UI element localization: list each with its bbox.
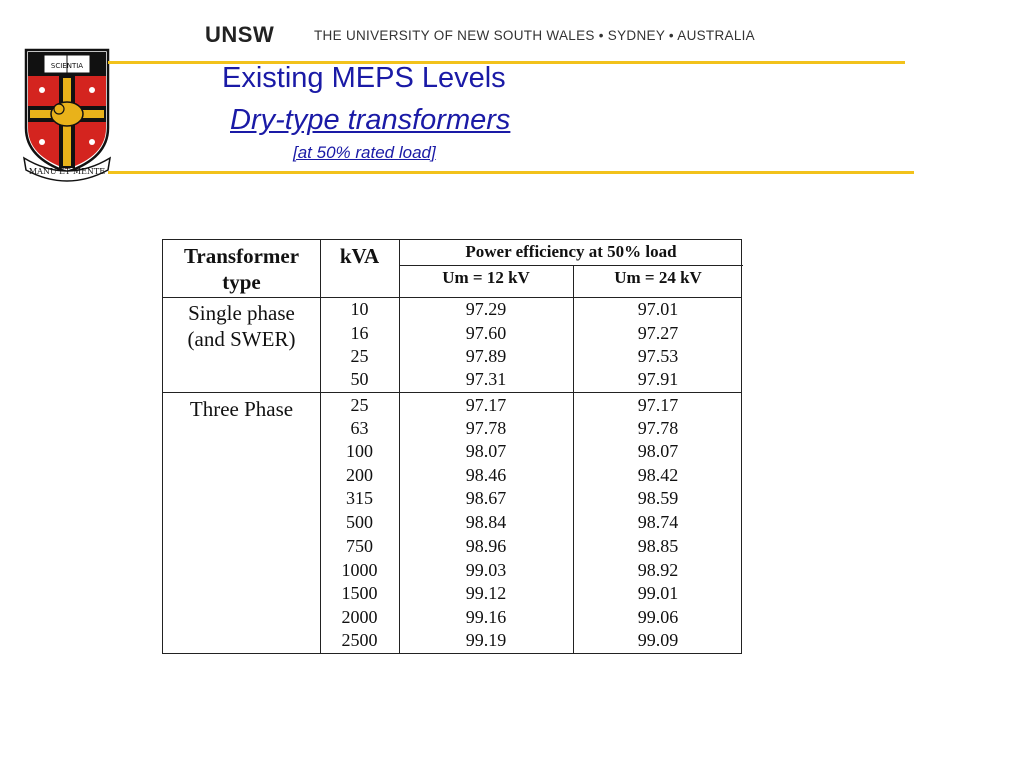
cell-um12: 98.46	[465, 465, 507, 485]
cell-kva: 16	[350, 323, 369, 343]
cell-um12: 97.78	[465, 418, 507, 438]
header-um-12kv: Um = 12 kV	[442, 268, 530, 287]
crest-book-text: SCIENTIA	[50, 62, 84, 70]
cell-kva: 200	[346, 465, 373, 485]
cell-um24: 98.59	[637, 488, 679, 508]
cell-um12: 99.19	[465, 630, 507, 650]
cell-kva: 2500	[341, 630, 378, 650]
header-rule-bottom	[108, 171, 914, 174]
cell-um24: 97.53	[637, 346, 679, 366]
header-transformer-type: Transformer type	[183, 244, 300, 294]
cell-um24: 97.91	[637, 369, 679, 389]
cell-um24: 98.74	[637, 512, 679, 532]
meps-efficiency-table	[162, 239, 742, 654]
row-divider	[163, 392, 741, 393]
cell-um24: 97.78	[637, 418, 679, 438]
cell-kva: 100	[346, 441, 373, 461]
cell-um24: 99.01	[637, 583, 679, 603]
header-um-24kv: Um = 24 kV	[614, 268, 702, 287]
cell-um12: 98.67	[465, 488, 507, 508]
page-title: Existing MEPS Levels	[222, 62, 506, 94]
cell-um12: 97.31	[465, 369, 507, 389]
cell-um12: 98.07	[465, 441, 507, 461]
crest-motto-text: MANU ET MENTE	[28, 167, 106, 176]
row-divider	[399, 265, 743, 266]
cell-um12: 98.96	[465, 536, 507, 556]
cell-kva: 500	[346, 512, 373, 532]
cell-um24: 98.85	[637, 536, 679, 556]
cell-um12: 97.29	[465, 299, 507, 319]
header-power-efficiency: Power efficiency at 50% load	[465, 242, 677, 261]
cell-um24: 97.27	[637, 323, 679, 343]
cell-um24: 99.09	[637, 630, 679, 650]
header-kva: kVA	[339, 244, 380, 268]
cell-um12: 99.12	[465, 583, 507, 603]
cell-um12: 97.60	[465, 323, 507, 343]
group-label-three-phase: Three Phase	[189, 397, 294, 421]
cell-um24: 98.07	[637, 441, 679, 461]
cell-um24: 98.42	[637, 465, 679, 485]
page-subtitle-note: [at 50% rated load]	[293, 143, 436, 162]
cell-kva: 50	[350, 369, 369, 389]
cell-um24: 99.06	[637, 607, 679, 627]
cell-um12: 99.03	[465, 560, 507, 580]
unsw-crest-logo	[22, 46, 112, 182]
university-tagline: THE UNIVERSITY OF NEW SOUTH WALES • SYDNEY • AUSTRALIA	[314, 28, 755, 43]
page-subtitle: Dry-type transformers	[230, 104, 511, 136]
cell-kva: 63	[350, 418, 369, 438]
cell-kva: 2000	[341, 607, 378, 627]
cell-kva: 25	[350, 346, 369, 366]
cell-um12: 98.84	[465, 512, 507, 532]
cell-um24: 97.17	[637, 395, 679, 415]
cell-um24: 97.01	[637, 299, 679, 319]
cell-um24: 98.92	[637, 560, 679, 580]
unsw-wordmark: UNSW	[205, 22, 275, 47]
cell-kva: 750	[346, 536, 373, 556]
cell-kva: 1000	[341, 560, 378, 580]
cell-kva: 315	[346, 488, 373, 508]
cell-kva: 1500	[341, 583, 378, 603]
cell-um12: 99.16	[465, 607, 507, 627]
cell-kva: 10	[350, 299, 369, 319]
cell-um12: 97.17	[465, 395, 507, 415]
group-label-single-phase: Single phase (and SWER)	[187, 301, 296, 351]
cell-um12: 97.89	[465, 346, 507, 366]
cell-kva: 25	[350, 395, 369, 415]
